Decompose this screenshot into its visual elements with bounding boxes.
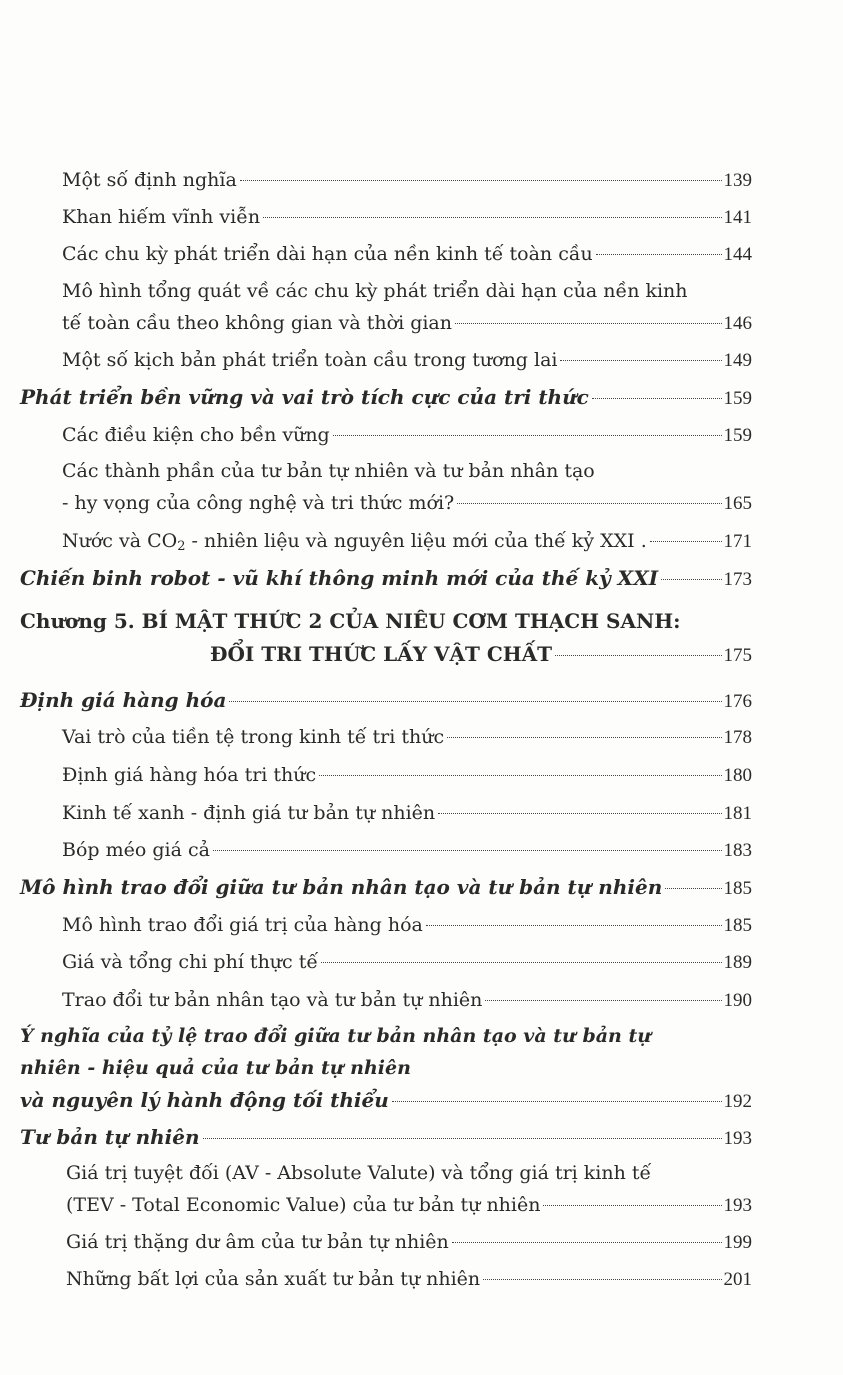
toc-section-title: Phát triển bền vững và vai trò tích cực của tri thức: [20, 385, 589, 409]
toc-entry-page: 189: [723, 952, 752, 973]
toc-section-title: Chiến binh robot - vũ khí thông minh mới của thế kỷ XXI: [20, 566, 659, 590]
toc-entry-page: 185: [723, 915, 752, 936]
dot-leader: [543, 1205, 721, 1206]
dot-leader: [665, 888, 721, 889]
toc-entry-title: Khan hiếm vĩnh viễn: [62, 206, 261, 228]
toc-entry[interactable]: [62, 796, 752, 831]
toc-section-title: Định giá hàng hóa: [20, 688, 227, 712]
dot-leader: [438, 813, 721, 814]
dot-leader: [240, 180, 722, 181]
dot-leader: [321, 962, 721, 963]
toc-entry[interactable]: [66, 1188, 752, 1223]
toc-entry-title-line1: Các thành phần của tư bản tự nhiên và tư bản nhân tạo: [62, 460, 595, 482]
toc-entry-title: Các chu kỳ phát triển dài hạn của nền kinh tế toàn cầu: [62, 243, 593, 265]
toc-entry-page: 159: [723, 425, 752, 446]
dot-leader: [229, 701, 721, 702]
chapter-title: ĐỔI TRI THỨC LẤY VẬT CHẤT: [210, 642, 553, 666]
dot-leader: [650, 541, 722, 542]
toc-entry[interactable]: [62, 833, 752, 868]
dot-leader: [333, 435, 722, 436]
toc-entry-page: 176: [723, 691, 752, 712]
toc-entry-page: 199: [723, 1232, 752, 1253]
toc-entry[interactable]: [62, 720, 752, 755]
toc-entry[interactable]: [62, 486, 752, 521]
toc-entry-page: 144: [723, 244, 752, 265]
toc-entry-page: 146: [723, 313, 752, 334]
toc-entry-page: 173: [723, 569, 752, 590]
toc-entry[interactable]: [62, 343, 752, 378]
toc-section-title: Mô hình trao đổi giữa tư bản nhân tạo và tư bản tự nhiên: [20, 875, 663, 899]
toc-entry-title-line1: Giá trị tuyệt đối (AV - Absolute Valute) và tổng giá trị kinh tế: [66, 1162, 652, 1184]
toc-entry-title: Bóp méo giá cả: [62, 839, 210, 861]
toc-entry-title: Vai trò của tiền tệ trong kinh tế tri thức: [62, 726, 445, 748]
dot-leader: [483, 1279, 721, 1280]
dot-leader: [457, 503, 721, 504]
dot-leader: [455, 323, 721, 324]
toc-entry[interactable]: [62, 758, 752, 793]
dot-leader: [661, 579, 721, 580]
toc-entry-page: 193: [723, 1195, 752, 1216]
toc-section-title-line2: nhiên - hiệu quả của tư bản tự nhiên: [20, 1057, 411, 1079]
dot-leader: [319, 775, 721, 776]
toc-section-entry[interactable]: [20, 1083, 752, 1119]
toc-entry-title: Những bất lợi của sản xuất tư bản tự nhiên: [66, 1268, 481, 1290]
dot-leader: [452, 1242, 722, 1243]
toc-entry-page: 185: [723, 878, 752, 899]
toc-entry-page: 149: [723, 350, 752, 371]
dot-leader: [555, 655, 721, 656]
toc-section-entry[interactable]: [20, 380, 752, 416]
dot-leader: [392, 1101, 722, 1102]
toc-entry[interactable]: [62, 524, 752, 559]
toc-entry-title: Mô hình trao đổi giá trị của hàng hóa: [62, 914, 423, 936]
toc-chapter-entry[interactable]: [210, 637, 752, 673]
toc-entry-title: Các điều kiện cho bền vững: [62, 424, 330, 446]
toc-entry-page: 193: [723, 1128, 752, 1149]
toc-entry-page: 175: [723, 645, 752, 666]
toc-entry-title: - hy vọng của công nghệ và tri thức mới?: [62, 492, 455, 514]
toc-entry-page: 180: [723, 765, 752, 786]
toc-entry[interactable]: [62, 908, 752, 943]
toc-entry-page: 181: [723, 803, 752, 824]
toc-entry[interactable]: [62, 945, 752, 980]
toc-entry-title: (TEV - Total Economic Value) của tư bản tự nhiên: [66, 1194, 541, 1216]
toc-entry-title: Định giá hàng hóa tri thức: [62, 764, 317, 786]
toc-entry-page: 171: [723, 531, 752, 552]
toc-entry[interactable]: [62, 200, 752, 235]
toc-entry[interactable]: [62, 237, 752, 272]
toc-section-entry[interactable]: [20, 1120, 752, 1156]
dot-leader: [426, 925, 722, 926]
toc-section-entry[interactable]: [20, 870, 752, 906]
toc-entry-page: 165: [723, 493, 752, 514]
toc-entry-page: 201: [723, 1269, 752, 1290]
dot-leader: [263, 217, 721, 218]
toc-entry[interactable]: [62, 983, 752, 1018]
toc-entry-title-line1: Mô hình tổng quát về các chu kỳ phát triển dài hạn của nền kinh: [62, 280, 688, 302]
toc-entry-title: Giá và tổng chi phí thực tế: [62, 951, 319, 973]
toc-entry-title: tế toàn cầu theo không gian và thời gian: [62, 312, 453, 334]
toc-entry-page: 139: [723, 170, 752, 191]
toc-entry-title: Nước và $CO_2$ - nhiên liệu và nguyên liệu mới của thế kỷ XXI .: [62, 530, 647, 554]
toc-entry-title: Giá trị thặng dư âm của tư bản tự nhiên: [66, 1231, 449, 1253]
toc-entry[interactable]: [62, 163, 752, 198]
toc-entry-page: 190: [723, 990, 752, 1011]
dot-leader: [560, 360, 721, 361]
toc-entry[interactable]: [66, 1262, 752, 1297]
toc-section-title: Tư bản tự nhiên: [20, 1125, 200, 1149]
toc-entry-page: 192: [723, 1091, 752, 1112]
dot-leader: [485, 1000, 721, 1001]
toc-entry[interactable]: [62, 418, 752, 453]
toc-section-entry[interactable]: [20, 683, 752, 719]
chapter-title-line1: Chương 5. BÍ MẬT THỨC 2 CỦA NIÊU CƠM THẠCH SANH:: [20, 609, 681, 633]
dot-leader: [447, 737, 721, 738]
toc-section-title-line1: Ý nghĩa của tỷ lệ trao đổi giữa tư bản nhân tạo và tư bản tự: [20, 1025, 652, 1047]
toc-entry-title: Một số kịch bản phát triển toàn cầu trong tương lai: [62, 349, 558, 371]
dot-leader: [203, 1138, 722, 1139]
toc-entry-page: 178: [723, 727, 752, 748]
toc-entry-page: 159: [723, 388, 752, 409]
toc-section-entry[interactable]: [20, 561, 752, 597]
toc-section-title: và nguyên lý hành động tối thiểu: [20, 1088, 389, 1112]
dot-leader: [213, 850, 722, 851]
toc-entry-title: Trao đổi tư bản nhân tạo và tư bản tự nhiên: [62, 989, 483, 1011]
dot-leader: [592, 398, 722, 399]
toc-entry-title: Kinh tế xanh - định giá tư bản tự nhiên: [62, 802, 436, 824]
toc-entry-page: 141: [723, 207, 752, 228]
toc-entry-page: 183: [723, 840, 752, 861]
toc-entry[interactable]: [66, 1225, 752, 1260]
toc-entry-title: Một số định nghĩa: [62, 169, 237, 191]
dot-leader: [596, 254, 722, 255]
toc-entry[interactable]: [62, 306, 752, 341]
